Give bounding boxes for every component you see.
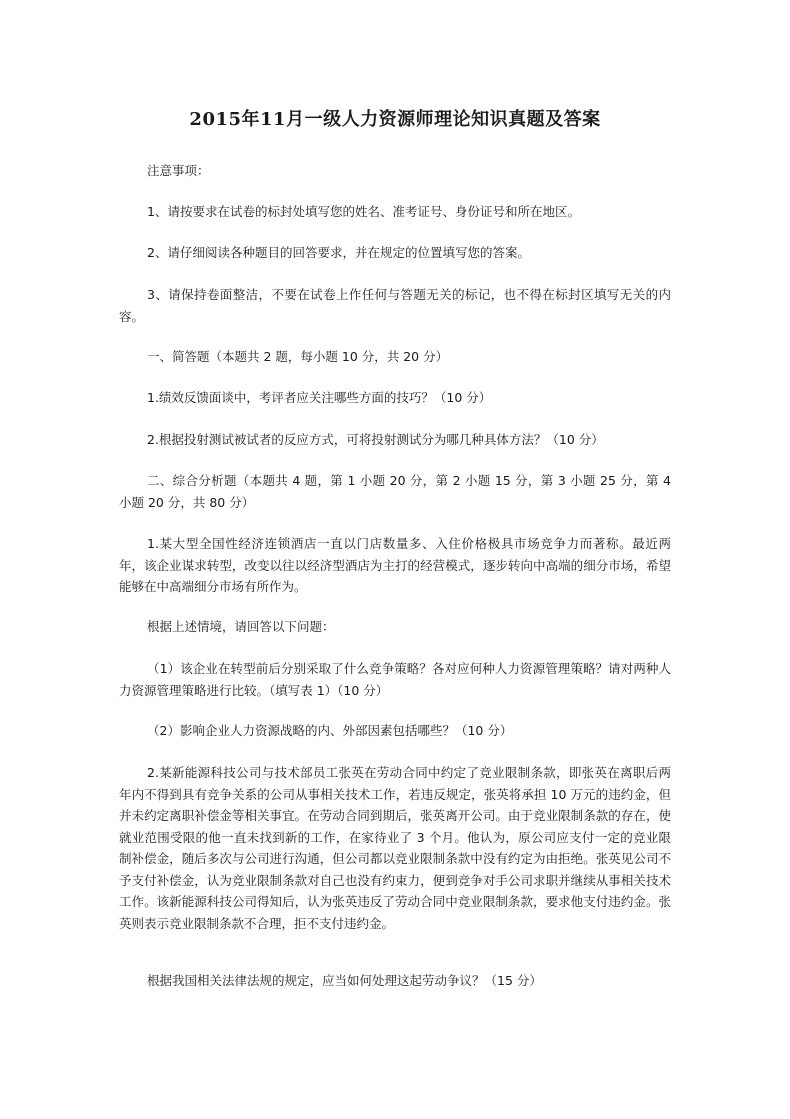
notice-item-3: 3、请保持卷面整洁，不要在试卷上作任何与答题无关的标记，也不得在标封区填写无关的内容。 <box>119 287 671 324</box>
notice-item-1: 1、请按要求在试卷的标封处填写您的姓名、准考证号、身份证号和所在地区。 <box>147 204 580 219</box>
question-1-2: 2.根据投射测试被试者的反应方式，可将投射测试分为哪几种具体方法？（10 分） <box>147 432 604 447</box>
notice-item-2: 2、请仔细阅读各种题目的回答要求，并在规定的位置填写您的答案。 <box>147 245 530 260</box>
document-title: 2015年11月一级人力资源师理论知识真题及答案 <box>189 109 601 130</box>
section-2-heading: 二、综合分析题（本题共 4 题，第 1 小题 20 分，第 2 小题 15 分，第 3 小题 25 分，第 4 小题 20 分，共 80 分） <box>119 473 671 510</box>
case-1-text: 1.某大型全国性经济连锁酒店一直以门店数量多、入住价格极具市场竞争力而著称。最近两年，该企业谋求转型，改变以往以经济型酒店为主打的经营模式，逐步转向中高端的细分市场，希望能够在中高端细分市场有所作为。 <box>119 536 671 594</box>
case-2-text: 2.某新能源科技公司与技术部员工张英在劳动合同中约定了竞业限制条款，即张英在离职后两年内不得到具有竞争关系的公司从事相关技术工作，若违反规定，张英将承担 10 万元的违约金，但并未约定离职补偿金等相关事宜。在劳动合同到期后，张英离开公司。由于竞业限制条款的存在，使就业范围受限的他一直未找到新的工作，在家待业了 3 个月。他认为，原公司应支付一定的竞业限制补偿金，随后多次与公司进行沟通，但公司都以竞业限制条款中没有约定为由拒绝。张英见公司不予支付补偿金，认为竞业限制条款对自己也没有约束力，便到竞争对手公司求职并继续从事相关技术工作。该新能源科技公司得知后，认为张英违反了劳动合同中竞业限制条款，要求他支付违约金。张英则表示竞业限制条款不合理，拒不支付违约金。 <box>119 765 671 931</box>
case-2-question: 根据我国相关法律法规的规定，应当如何处理这起劳动争议？（15 分） <box>147 973 542 988</box>
section-1-heading: 一、简答题（本题共 2 题，每小题 10 分，共 20 分） <box>147 349 449 364</box>
question-1-1: 1.绩效反馈面谈中，考评者应关注哪些方面的技巧？（10 分） <box>147 390 492 405</box>
case-1-question-1: （1）该企业在转型前后分别采取了什么竞争策略？各对应何种人力资源管理策略？请对两种人力资源管理策略进行比较。（填写表 1）（10 分） <box>119 661 671 698</box>
notice-heading: 注意事项： <box>147 163 210 178</box>
case-1-question-2: （2）影响企业人力资源战略的内、外部因素包括哪些？（10 分） <box>147 723 513 738</box>
case-1-prompt: 根据上述情境，请回答以下问题： <box>147 619 335 634</box>
